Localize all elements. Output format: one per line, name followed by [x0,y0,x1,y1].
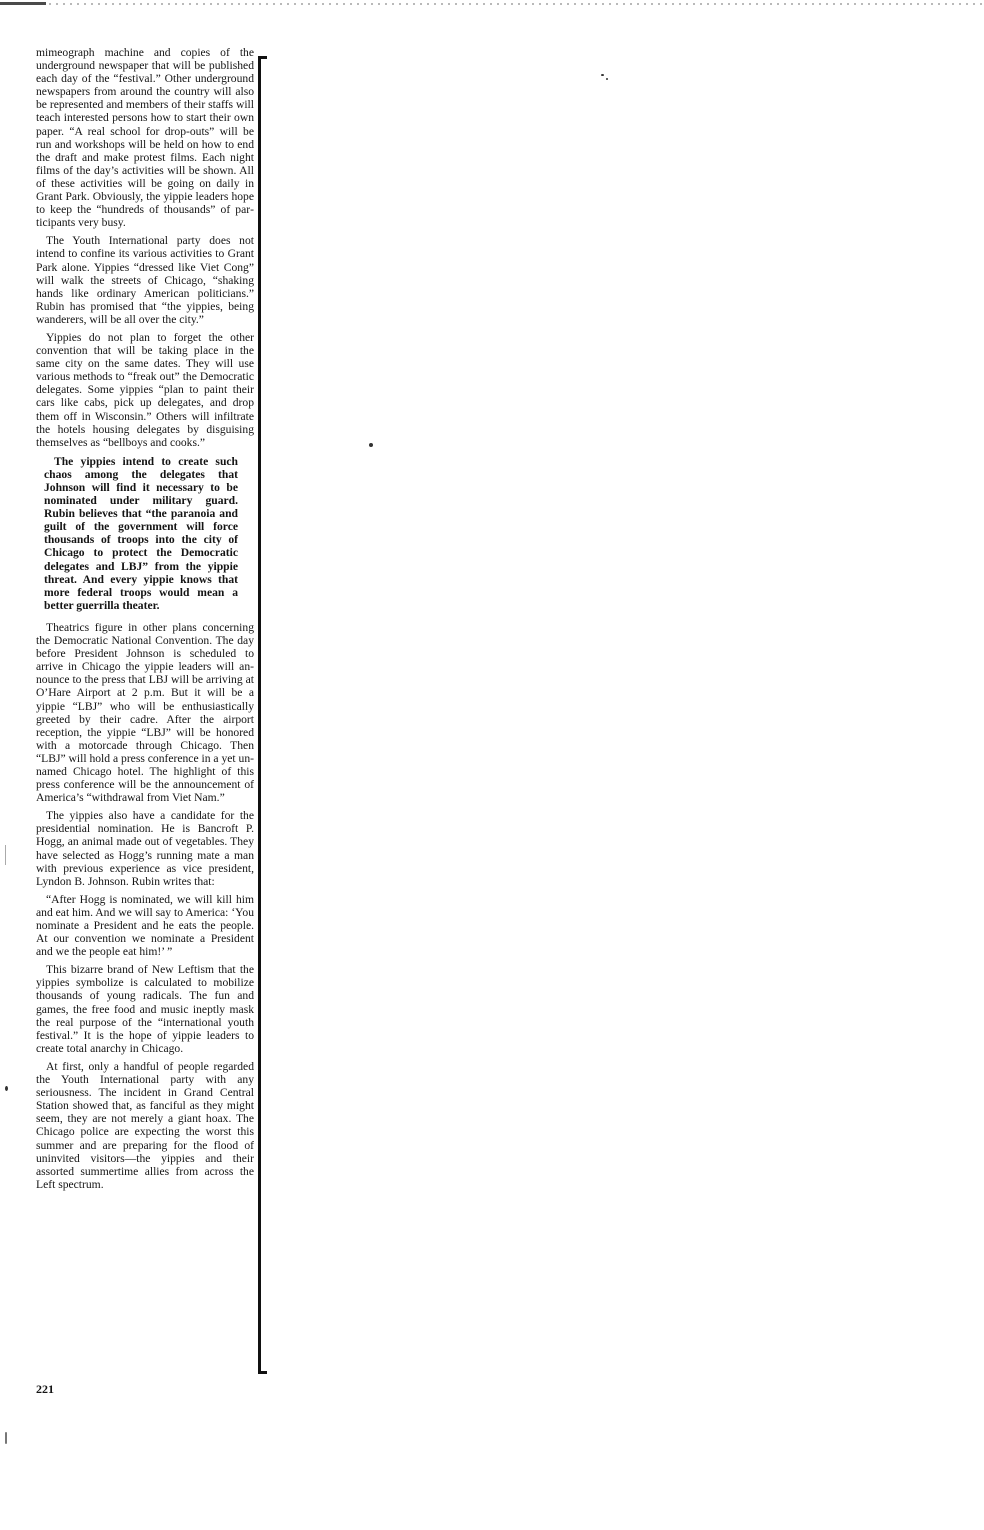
scan-speck [601,74,604,76]
scan-speck [369,443,373,447]
article-paragraph: Yippies do not plan to forget the other convention that will be taking place in the same city on the same dates. They will use various methods to “freak out” the Democratic delegates. Some yippies “plan to paint their cars like cabs, pick up delegates, and drop them off in Wisconsin.” Others will infiltrate the hotels housing delegates by disguising themselves as “bellboys and cooks.” [36,330,254,449]
scan-speck [5,1432,7,1444]
pull-quote-callout: The yippies intend to create such chaos among the delegates that Johnson will find it necessary to be nominated under military guard. Rubin believes that “the paranoia and guilt of the government will force thousands of troops into the city of Chicago to protect the Democratic delegates and LBJ” from the yippie threat. And every yippie knows that more federal troops would mean a better guerrilla theater. [44,454,238,612]
article-paragraph: At first, only a handful of people regarded the Youth International party with any seriousness. The incident in Grand Central Station showed that, as fanciful as they might seem, they are not merely a giant hoax. The Chicago police are expecting the worst this summer and are preparing for the flood of uninvited visitors—the yippies and their assorted summertime allies from across the Left spectrum. [36,1059,254,1191]
scan-speck [606,78,608,80]
top-edge-mark [0,2,46,5]
article-paragraph: mimeograph machine and copies of the underground newspaper that will be published each day of the “festival.” Other underground newspapers from around the country will also be represented and members of their staffs will teach interested persons how to start their own paper. “A real school for drop-outs” will be run and workshops will be held on how to end the draft and make protest films. Each night films of the day’s activities will be shown. All of these activities will be going on daily in Grant Park. Obviously, the yippie leaders hope to keep the “hundreds of thousands” of participants very busy. [36,46,254,230]
article-paragraph: This bizarre brand of New Leftism that the yippies symbolize is calculated to mobilize thousands of young radicals. The fun and games, the free food and music ineptly mask the real purpose of the “international youth festival.” It is the hope of yippie leaders to create total anarchy in Chicago. [36,963,254,1055]
article-paragraph: The Youth International party does not intend to confine its various activities to Grant Park alone. Yippies “dressed like Viet Cong” will walk the streets of Chicago, “shaking hands like ordinary American politicians.” Rubin has promised that “the yippies, being wanderers, will be all over the city.” [36,234,254,326]
page-number: 221 [36,1382,54,1396]
article-column [36,46,254,1196]
margin-bracket [258,56,267,1374]
scan-speck [5,845,6,865]
article-paragraph: Theatrics figure in other plans concerning the Democratic National Convention. The day before President Johnson is scheduled to arrive in Chicago the yippie leaders will announce to the press that LBJ will be arriving at O’Hare Airport at 2 p.m. But it will be a yippie “LBJ” who will be enthusiastically greeted by their cadre. After the airport reception, the yippie “LBJ” will be honored with a motorcade through Chicago. Then “LBJ” will hold a press conference in a yet un-named Chicago hotel. The highlight of this press conference will be the announcement of America’s “withdrawal from Viet Nam.” [36,620,254,805]
block-quote: “After Hogg is nominated, we will kill him and eat him. And we will say to America: ‘You nominate a President and he eats the people. At our convention we nominate a President and we the people eat him!’ ” [36,892,254,959]
article-paragraph: The yippies also have a candidate for the presidential nomination. He is Bancroft P. Hogg, an animal made out of vegetables. They have selected as Hogg’s running mate a man with previous experience as vice president, Lyndon B. Johnson. Rubin writes that: [36,809,254,888]
top-edge-dotted-rule [0,3,984,5]
scan-speck [5,1086,8,1091]
